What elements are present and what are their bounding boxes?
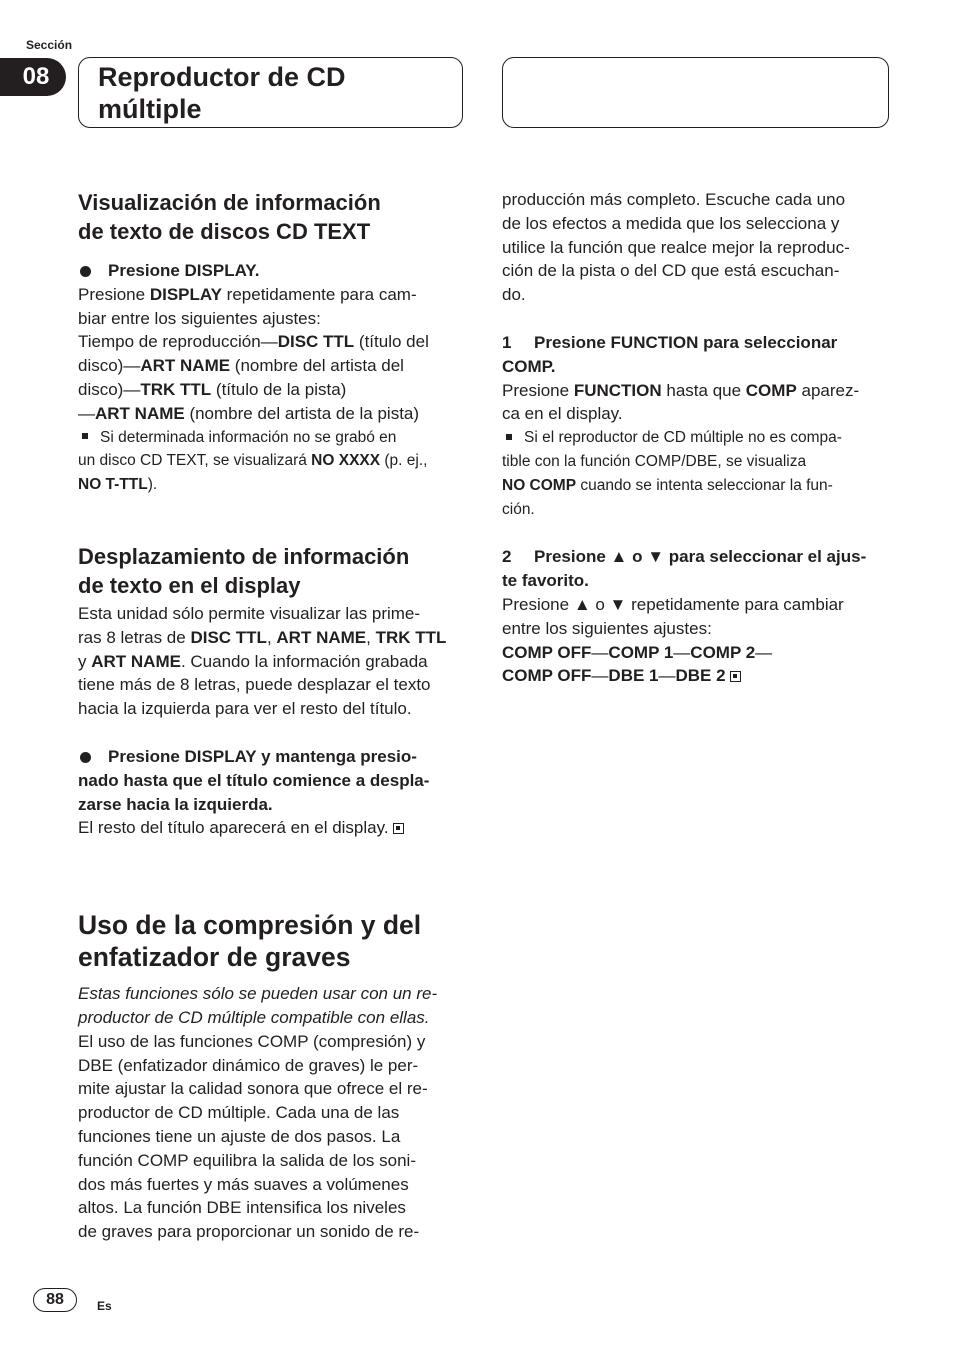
step-1-heading: 1 Presione FUNCTION para seleccionar COMP.: [502, 332, 838, 376]
bullet-dot-icon: [80, 266, 91, 277]
scroll-text-body: [78, 602, 468, 721]
text-line: Presione ▲ o ▼ repetidamente para cambiar: [502, 594, 844, 614]
text-line: hacia la izquierda para ver el resto del título.: [78, 699, 412, 719]
text-line: entre los siguientes ajustes:: [502, 618, 712, 638]
text-line: un disco CD TEXT, se visualizará NO XXXX (p. ej.,: [78, 452, 428, 470]
text-line: disco)—TRK TTL (título de la pista): [78, 379, 347, 399]
comp-dbe-body-continued: producción más completo. Escuche cada uno de los efectos a medida que los selecciona y utilice la función que realce mejor la reproduc- ción de la pista o del CD que está escuchan- do.: [502, 190, 850, 305]
text-line: ca en el display.: [502, 404, 623, 424]
text-line: Presione FUNCTION hasta que COMP aparez-: [502, 380, 860, 400]
end-mark-icon: [393, 823, 404, 834]
text-line: —ART NAME (nombre del artista de la pista): [78, 403, 420, 423]
text-line: disco)—ART NAME (nombre del artista del: [78, 356, 404, 376]
text-line: Tiempo de reproducción—DISC TTL (título del: [78, 332, 429, 352]
text-line: COMP OFF—COMP 1—COMP 2—: [502, 642, 773, 662]
language-code: Es: [97, 1299, 112, 1313]
step-1-body: [502, 379, 902, 427]
text-line: NO T-TTL).: [78, 476, 158, 494]
text-line: NO COMP cuando se intenta seleccionar la fun-: [502, 476, 833, 494]
step-2-heading: 2 Presione ▲ o ▼ para seleccionar el ajus- te favorito.: [502, 547, 867, 591]
text-line: y ART NAME. Cuando la información grabada: [78, 651, 428, 671]
end-mark-icon: [730, 671, 741, 682]
bullet-dot-icon: [80, 752, 91, 763]
text-line: Presione DISPLAY repetidamente para cam-: [78, 284, 417, 304]
comp-dbe-intro-italic: Estas funciones sólo se pueden usar con un re- productor de CD múltiple compatible con ellas.: [78, 984, 438, 1027]
chapter-title-box: [78, 57, 463, 128]
chapter-title-line1: Reproductor de CD: [98, 62, 346, 92]
heading-comp-dbe: Uso de la compresión y del enfatizador de graves: [78, 910, 422, 972]
left-column: [78, 188, 468, 1244]
scroll-after-text: El resto del título aparecerá en el display.: [78, 816, 468, 840]
chapter-title-line2: múltiple: [98, 94, 202, 124]
text-line: COMP OFF—DBE 1—DBE 2: [502, 664, 902, 688]
note-square-icon: [506, 434, 512, 440]
scroll-bullet-instruction: Presione DISPLAY y mantenga presio- nado hasta que el título comience a despla- zarse hacia la izquierda.: [78, 746, 430, 814]
text-line: Si determinada información no se grabó en: [78, 426, 468, 450]
bullet-instruction: Presione DISPLAY.: [78, 259, 468, 283]
section-number-tab: 08: [0, 58, 66, 96]
step-2-body: [502, 593, 902, 688]
step-1-note: [502, 426, 902, 521]
cd-text-note: [78, 426, 468, 497]
heading-cd-text: Visualización de información de texto de discos CD TEXT: [78, 190, 381, 244]
text-line: tiene más de 8 letras, puede desplazar el texto: [78, 675, 431, 695]
text-line: Esta unidad sólo permite visualizar las prime-: [78, 603, 421, 623]
page-number: 88: [33, 1288, 77, 1312]
text-line: ras 8 letras de DISC TTL, ART NAME, TRK TTL: [78, 627, 447, 647]
cd-text-body: [78, 283, 468, 426]
section-label: Sección: [26, 38, 73, 52]
heading-scroll-text: Desplazamiento de información de texto en el display: [78, 543, 410, 598]
text-line: tible con la función COMP/DBE, se visualiza: [502, 452, 807, 470]
text-line: biar entre los siguientes ajustes:: [78, 308, 321, 328]
empty-header-box: [502, 57, 889, 128]
text-line: Si el reproductor de CD múltiple no es compa-: [502, 426, 902, 450]
text-line: ción.: [502, 500, 535, 518]
note-square-icon: [82, 433, 88, 439]
comp-dbe-body: El uso de las funciones COMP (compresión) y DBE (enfatizador dinámico de graves) le per- mite ajustar la calidad sonora que ofrece el re- productor de CD múltiple. Cada una de las funciones tiene un ajuste de dos pasos. La función COMP equilibra la salida de los soni- dos más fuertes y más suaves a volúmenes altos. La función DBE intensifica los niveles de graves para proporcionar un sonido de re-: [78, 1031, 428, 1242]
right-column: [502, 188, 902, 688]
